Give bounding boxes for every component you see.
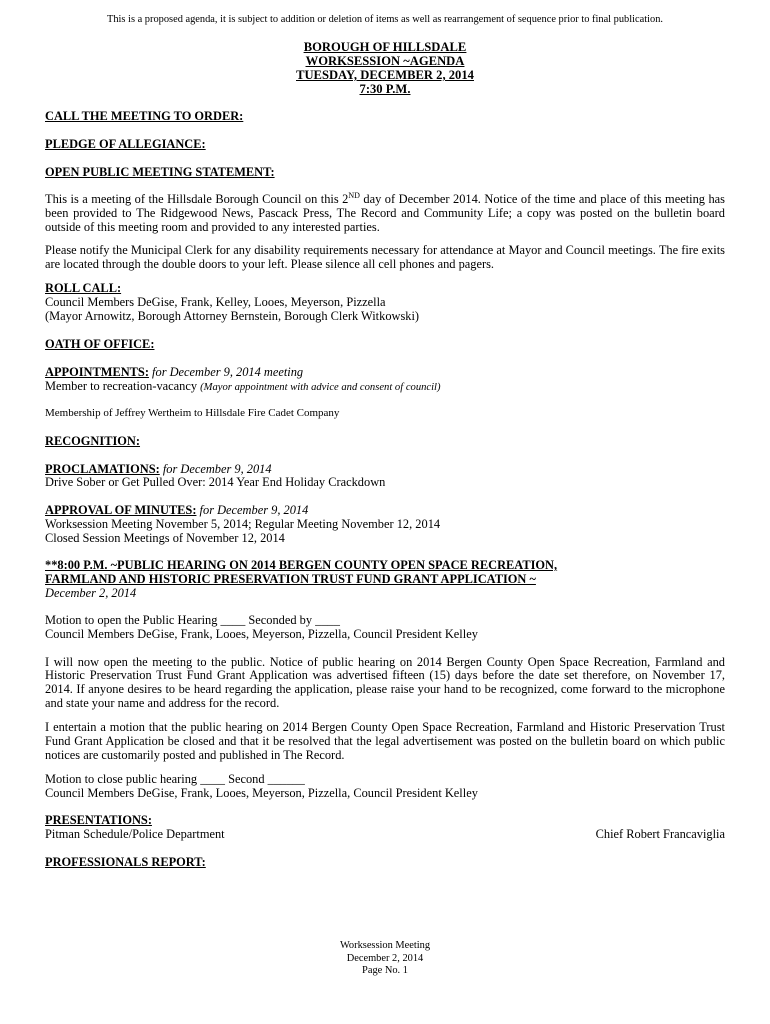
header-borough: BOROUGH OF HILLSDALE <box>303 40 467 54</box>
appointments-item-1-note: (Mayor appointment with advice and consent of council) <box>200 381 441 393</box>
hearing-heading-line-1: **8:00 P.M. ~PUBLIC HEARING ON 2014 BERGEN COUNTY OPEN SPACE RECREATION, <box>45 558 558 573</box>
hearing-close-paragraph: I entertain a motion that the public hearing on 2014 Bergen County Open Space Recreation, Farmland and Historic Preservation Trust Fund Grant Application be closed and that it be resolved that the legal advertisement was posted on the bulletin board on which public notices are customarily posted and published in The Record. <box>45 720 725 762</box>
proclamations-date-note: for December 9, 2014 <box>159 461 272 476</box>
professionals-report-heading: PROFESSIONALS REPORT: <box>45 854 206 869</box>
ordinal-suffix: ND <box>348 190 360 200</box>
presentations-item: Pitman Schedule/Police Department <box>45 826 225 841</box>
oath-heading: OATH OF OFFICE: <box>45 336 155 351</box>
hearing-date: December 2, 2014 <box>45 585 137 600</box>
hearing-motion-close: Motion to close public hearing ____ Second ______ <box>45 771 305 786</box>
recognition-heading: RECOGNITION: <box>45 433 141 448</box>
appointments-heading: APPOINTMENTS: <box>45 364 149 379</box>
disclaimer-text: This is a proposed agenda, it is subject to addition or deletion of items as well as rearrangement of sequence prior to final publication. <box>106 14 664 25</box>
pledge-heading: PLEDGE OF ALLEGIANCE: <box>45 136 206 151</box>
open-statement-text-a: This is a meeting of the Hillsdale Borough Council on this 2 <box>45 191 349 206</box>
open-statement-paragraph <box>45 190 725 235</box>
disability-notice-paragraph: Please notify the Municipal Clerk for any disability requirements necessary for attendance at Mayor and Council meetings. The fire exits are located through the double doors to your left. Please silence all cell phones and pagers. <box>45 243 725 272</box>
appointments-heading-line <box>45 366 725 380</box>
roll-call-heading: ROLL CALL: <box>45 281 122 296</box>
minutes-item-2: Closed Session Meetings of November 12, 2014 <box>45 531 285 546</box>
hearing-motion-open: Motion to open the Public Hearing ____ Seconded by ____ <box>45 612 340 627</box>
header-date: TUESDAY, DECEMBER 2, 2014 <box>296 68 474 82</box>
header-time: 7:30 P.M. <box>359 82 411 96</box>
hearing-heading-line-2: FARMLAND AND HISTORIC PRESERVATION TRUST FUND GRANT APPLICATION ~ <box>45 571 536 586</box>
footer-page-number: Page No. 1 <box>362 965 408 976</box>
header-worksession: WORKSESSION ~AGENDA <box>305 54 465 68</box>
call-to-order-heading: CALL THE MEETING TO ORDER: <box>45 109 244 123</box>
minutes-date-note: for December 9, 2014 <box>196 503 309 518</box>
hearing-members-vote-1: Council Members DeGise, Frank, Looes, Meyerson, Pizzella, Council President Kelley <box>45 626 478 641</box>
minutes-heading-line <box>45 504 725 518</box>
appointments-item-1 <box>45 380 725 395</box>
proclamations-heading: PROCLAMATIONS: <box>45 461 160 476</box>
presentations-heading: PRESENTATIONS: <box>45 812 152 827</box>
hearing-members-vote-2: Council Members DeGise, Frank, Looes, Meyerson, Pizzella, Council President Kelley <box>45 785 478 800</box>
appointments-item-2: Membership of Jeffrey Wertheim to Hillsdale Fire Cadet Company <box>45 406 340 419</box>
appointments-date-note: for December 9, 2014 meeting <box>148 364 304 379</box>
agenda-header <box>45 40 725 96</box>
agenda-body <box>45 106 725 869</box>
open-statement-text-b: day of December 2014. Notice of the time and place of this meeting has been provided to The Ridgewood News, Pascack Press, The Record and Community Life; a copy was posted on the bulletin board outside of this meeting room and provided to any interested parties. <box>45 191 725 234</box>
presentations-row <box>45 828 725 842</box>
proclamations-heading-line <box>45 463 725 477</box>
minutes-heading: APPROVAL OF MINUTES: <box>45 503 197 518</box>
proclamations-item: Drive Sober or Get Pulled Over: 2014 Year End Holiday Crackdown <box>45 475 386 490</box>
hearing-open-paragraph: I will now open the meeting to the public. Notice of public hearing on 2014 Bergen County Open Space Recreation, Farmland and Historic Preservation Trust Fund Grant Application was advertised fifteen (15) days before the date set therefore, on November 17, 2014. If anyone desires to be heard regarding the application, please raise your hand to be recognized, come forward to the microphone and state your name and address for the record. <box>45 654 725 711</box>
roll-call-officials: (Mayor Arnowitz, Borough Attorney Bernstein, Borough Clerk Witkowski) <box>45 309 420 324</box>
minutes-item-1: Worksession Meeting November 5, 2014; Regular Meeting November 12, 2014 <box>45 517 441 532</box>
presentations-presenter: Chief Robert Francaviglia <box>595 826 725 841</box>
roll-call-members: Council Members DeGise, Frank, Kelley, Looes, Meyerson, Pizzella <box>45 295 386 310</box>
footer-meeting: Worksession Meeting <box>339 940 431 951</box>
page-footer <box>45 940 725 978</box>
appointments-item-1-text: Member to recreation-vacancy <box>45 378 201 393</box>
footer-date: December 2, 2014 <box>346 952 424 964</box>
open-statement-heading: OPEN PUBLIC MEETING STATEMENT: <box>45 164 275 179</box>
